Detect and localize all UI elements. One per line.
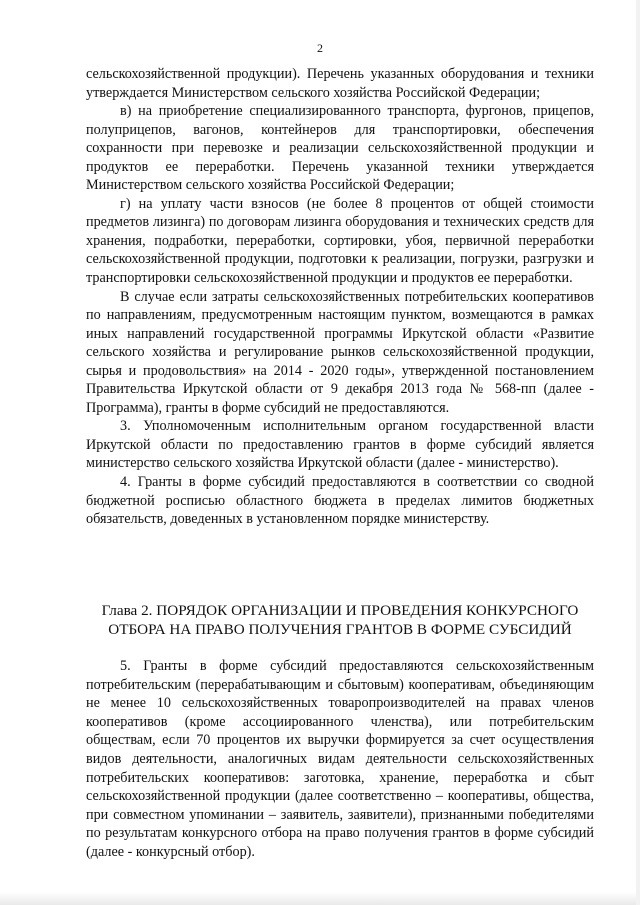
paragraph-item-g: г) на уплату части взносов (не более 8 процентов от общей стоимости предметов лизинга) по договорам лизинга оборудования и технических средств для хранения, подработки, переработки, сортировки, убоя, первичной переработки сельскохозяйственной продукции, подготовки к реализации, погрузки, разгрузки и транспортировки сельскохозяйственной продукции и продуктов ее переработки. (86, 195, 594, 287)
paragraph-continuation: сельскохозяйственной продукции). Перечень указанных оборудования и техники утверждается Министерством сельского хозяйства Российской Федерации; (86, 66, 594, 101)
chapter-heading-line-2: ОТБОРА НА ПРАВО ПОЛУЧЕНИЯ ГРАНТОВ В ФОРМЕ СУБСИДИЙ (108, 621, 572, 638)
chapter-heading-line-1: Глава 2. ПОРЯДОК ОРГАНИЗАЦИИ И ПРОВЕДЕНИЯ КОНКУРСНОГО (101, 602, 579, 619)
paragraph-clause-3: 3. Уполномоченным исполнительным органом государственной власти Иркутской области по предоставлению грантов в форме субсидий является министерство сельского хозяйства Иркутской области (далее - министерство). (86, 418, 594, 472)
paragraph-exclusion: В случае если затраты сельскохозяйственных потребительских кооперативов по направлениям, предусмотренным настоящим пунктом, возмещаются в рамках иных направлений государственной программы Иркутской области «Развитие сельского хозяйства и регулирование рынков сельскохозяйственной продукции, сырья и продовольствия» на 2014 - 2020 годы», утвержденной постановлением Правительства Иркутской области от 9 декабря 2013 года № 568-пп (далее - Программа), гранты в форме субсидий не предоставляются. (86, 288, 594, 416)
paragraph-clause-4: 4. Гранты в форме субсидий предоставляются в соответствии со сводной бюджетной росписью областного бюджета в пределах лимитов бюджетных обязательств, доведенных в установленном порядке министерству. (86, 474, 594, 528)
paragraph-item-v: в) на приобретение специализированного транспорта, фургонов, прицепов, полуприцепов, вагонов, контейнеров для транспортировки, обеспечения сохранности при перевозке и реализации сельскохозяйственной продукции и продуктов ее переработки. Перечень указанной техники утверждается Министерством сельского хозяйства Российской Федерации; (86, 103, 594, 194)
chapter-body (86, 657, 594, 862)
paragraph-clause-5: 5. Гранты в форме субсидий предоставляются сельскохозяйственным потребительским (перерабатывающим и сбытовым) кооперативам, объединяющим не менее 10 сельскохозяйственных товаропроизводителей на правах членов кооперативов (кроме ассоциированного членства), или потребительским обществам, если 70 процентов их выручки формируется за счет осуществления видов деятельности, аналогичных видам деятельности сельскохозяйственных потребительских кооперативов: заготовка, хранение, переработка и сбыт сельскохозяйственной продукции (далее соответственно – кооперативы, общества, при совместном упоминании – заявитель, заявители), признанными победителями по результатам конкурсного отбора на право получения грантов в форме субсидий (далее - конкурсный отбор). (86, 658, 594, 860)
scan-bottom-edge (0, 892, 640, 905)
chapter-heading (86, 601, 594, 639)
page-number: 2 (317, 41, 323, 55)
scan-right-edge (636, 0, 640, 905)
document-body (86, 65, 594, 529)
